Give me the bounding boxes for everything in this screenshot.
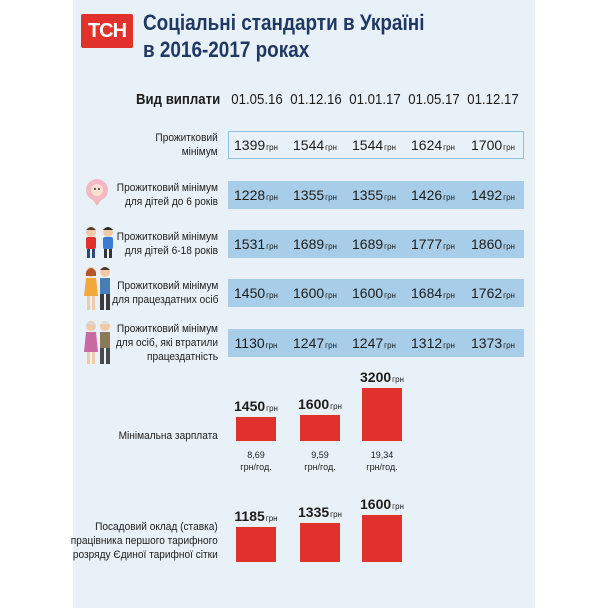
cell-unit: грн	[503, 341, 515, 350]
cell-value: 1762	[471, 285, 503, 301]
data-label-unit: грн	[330, 509, 342, 519]
column-date: 01.01.17	[349, 91, 401, 108]
row-label-line: Прожитковий мінімум	[116, 231, 218, 243]
cell-unit: грн	[265, 341, 278, 350]
table-cell	[345, 335, 404, 351]
cell-unit: грн	[384, 291, 396, 300]
cell-value: 1399	[234, 137, 266, 153]
table-cell	[345, 137, 404, 153]
row-label	[117, 230, 218, 258]
chart-bar	[300, 523, 340, 562]
table-cell	[464, 285, 523, 301]
row-label-line: Прожитковий мінімум	[116, 280, 218, 292]
cell-value: 1684	[411, 285, 443, 301]
title-line-1: Соціальні стандарти в Україні	[143, 10, 425, 35]
cell-unit: грн	[325, 242, 337, 251]
cell-unit: грн	[443, 291, 455, 300]
chart-bar	[362, 388, 402, 441]
cell-value: 1700	[471, 137, 503, 153]
table-cell	[464, 335, 523, 351]
table-cell	[404, 187, 463, 203]
hourly-rate-unit: грн/год.	[304, 462, 336, 472]
row-label	[112, 279, 218, 307]
data-label-unit: грн	[392, 375, 404, 385]
cell-value: 1312	[411, 335, 443, 351]
cell-unit: грн	[266, 291, 278, 300]
cell-unit: грн	[266, 143, 278, 152]
chart-bar	[300, 415, 340, 441]
table-cell	[404, 137, 463, 153]
row-label-line: мінімум	[181, 146, 218, 158]
cell-value: 1130	[234, 335, 265, 351]
hourly-rate-value: 8,69	[247, 450, 265, 460]
hourly-rate-value: 19,34	[370, 450, 394, 460]
table-cell	[227, 137, 286, 153]
cell-value: 1600	[293, 285, 325, 301]
row-label	[116, 322, 218, 364]
cell-value: 1689	[293, 236, 325, 252]
table-cell	[286, 285, 345, 301]
cell-value: 1355	[293, 187, 325, 203]
elderly-icon	[82, 320, 114, 366]
table-cell	[464, 236, 523, 252]
data-label-value: 1600	[298, 395, 330, 412]
table-cell	[286, 335, 345, 351]
hourly-rate	[285, 449, 355, 473]
hourly-rate-unit: грн/год.	[240, 462, 272, 472]
row-label-line: працездатність	[147, 351, 218, 363]
salary-title-line: працівника першого тарифного	[71, 535, 218, 547]
data-label-value: 1185	[234, 508, 265, 525]
chart-bar	[236, 527, 276, 562]
column-date: 01.05.17	[408, 91, 460, 108]
cell-unit: грн	[384, 242, 396, 251]
data-label	[221, 508, 291, 524]
column-date: 01.12.16	[290, 91, 342, 108]
data-label-unit: грн	[392, 501, 404, 511]
hourly-rate-value: 9,59	[311, 450, 329, 460]
row-label-line: Прожитковий мінімум	[116, 182, 218, 194]
data-label	[347, 496, 417, 512]
cell-value: 1544	[293, 137, 325, 153]
cell-value: 1600	[352, 285, 384, 301]
table-cell	[464, 137, 523, 153]
hourly-rate-unit: грн/год.	[366, 462, 398, 472]
table-cell	[227, 187, 286, 203]
row-label-line: для працездатних осіб	[111, 294, 218, 306]
salary-title-line: розряду Єдиної тарифної сітки	[73, 549, 218, 561]
table-cell	[227, 285, 286, 301]
row-label-line: для дітей 6-18 років	[124, 245, 218, 257]
hourly-rate	[221, 449, 291, 473]
cell-value: 1247	[293, 335, 325, 351]
chart-bar	[236, 417, 276, 441]
table-cell	[227, 335, 286, 351]
tsn-logo: ТСН	[81, 14, 133, 48]
cell-unit: грн	[325, 341, 337, 350]
salary-title-line: Посадовий оклад (ставка)	[95, 521, 218, 533]
cell-unit: грн	[266, 242, 278, 251]
data-label-value: 3200	[360, 369, 392, 386]
data-label-value: 1335	[298, 503, 330, 520]
baby-icon	[84, 176, 110, 208]
row-label	[156, 131, 218, 159]
cell-unit: грн	[384, 341, 396, 350]
table-cell	[464, 187, 523, 203]
header-label: Вид виплати	[136, 91, 221, 108]
cell-value: 1860	[471, 236, 503, 252]
cell-value: 1247	[352, 335, 384, 351]
row-label-line: Прожитковий	[155, 132, 218, 144]
row-label	[117, 181, 218, 209]
cell-unit: грн	[503, 242, 515, 251]
cell-value: 1228	[234, 187, 266, 203]
cell-unit: грн	[443, 242, 455, 251]
table-cell	[286, 137, 345, 153]
table-cell	[227, 236, 286, 252]
column-date: 01.05.16	[231, 91, 283, 108]
row-label-line: для дітей до 6 років	[125, 196, 218, 208]
cell-value: 1355	[352, 187, 384, 203]
cell-unit: грн	[503, 291, 515, 300]
row-label-line: Прожитковий мінімум	[116, 323, 218, 335]
hourly-rate	[347, 449, 417, 473]
column-date: 01.12.17	[467, 91, 519, 108]
table-cell	[404, 285, 463, 301]
salary-title	[71, 520, 218, 562]
cell-unit: грн	[266, 193, 278, 202]
data-label-value: 1600	[360, 495, 392, 512]
row-label-line: для осіб, які втратили	[115, 337, 218, 349]
title-line-2: в 2016-2017 роках	[143, 37, 310, 62]
table-cell	[286, 187, 345, 203]
cell-unit: грн	[443, 341, 455, 350]
cell-value: 1689	[352, 236, 384, 252]
cell-value: 1426	[411, 187, 443, 203]
min-wage-title: Мінімальна зарплата	[118, 430, 218, 442]
table-cell	[345, 236, 404, 252]
cell-unit: грн	[443, 193, 455, 202]
cell-unit: грн	[443, 143, 455, 152]
chart-bar	[362, 515, 402, 562]
page-title	[143, 9, 424, 63]
table-cell	[404, 236, 463, 252]
cell-value: 1531	[234, 236, 266, 252]
data-label-unit: грн	[266, 404, 278, 414]
cell-value: 1777	[411, 236, 443, 252]
data-label-value: 1450	[234, 398, 266, 415]
cell-value: 1544	[352, 137, 384, 153]
table-cell	[286, 236, 345, 252]
cell-unit: грн	[384, 143, 396, 152]
data-label-unit: грн	[330, 401, 342, 411]
data-label-unit: грн	[265, 514, 278, 524]
table-cell	[345, 187, 404, 203]
data-label	[347, 369, 417, 385]
cell-unit: грн	[503, 193, 515, 202]
cell-unit: грн	[503, 143, 515, 152]
cell-unit: грн	[325, 193, 337, 202]
cell-unit: грн	[325, 291, 337, 300]
cell-value: 1624	[411, 137, 443, 153]
cell-value: 1450	[234, 285, 266, 301]
cell-unit: грн	[384, 193, 396, 202]
table-cell	[345, 285, 404, 301]
data-label	[221, 398, 291, 414]
cell-unit: грн	[325, 143, 337, 152]
data-label	[285, 396, 355, 412]
children-icon	[82, 226, 118, 260]
data-label	[285, 504, 355, 520]
adults-icon	[82, 266, 114, 312]
cell-value: 1492	[471, 187, 503, 203]
cell-value: 1373	[471, 335, 503, 351]
table-cell	[404, 335, 463, 351]
